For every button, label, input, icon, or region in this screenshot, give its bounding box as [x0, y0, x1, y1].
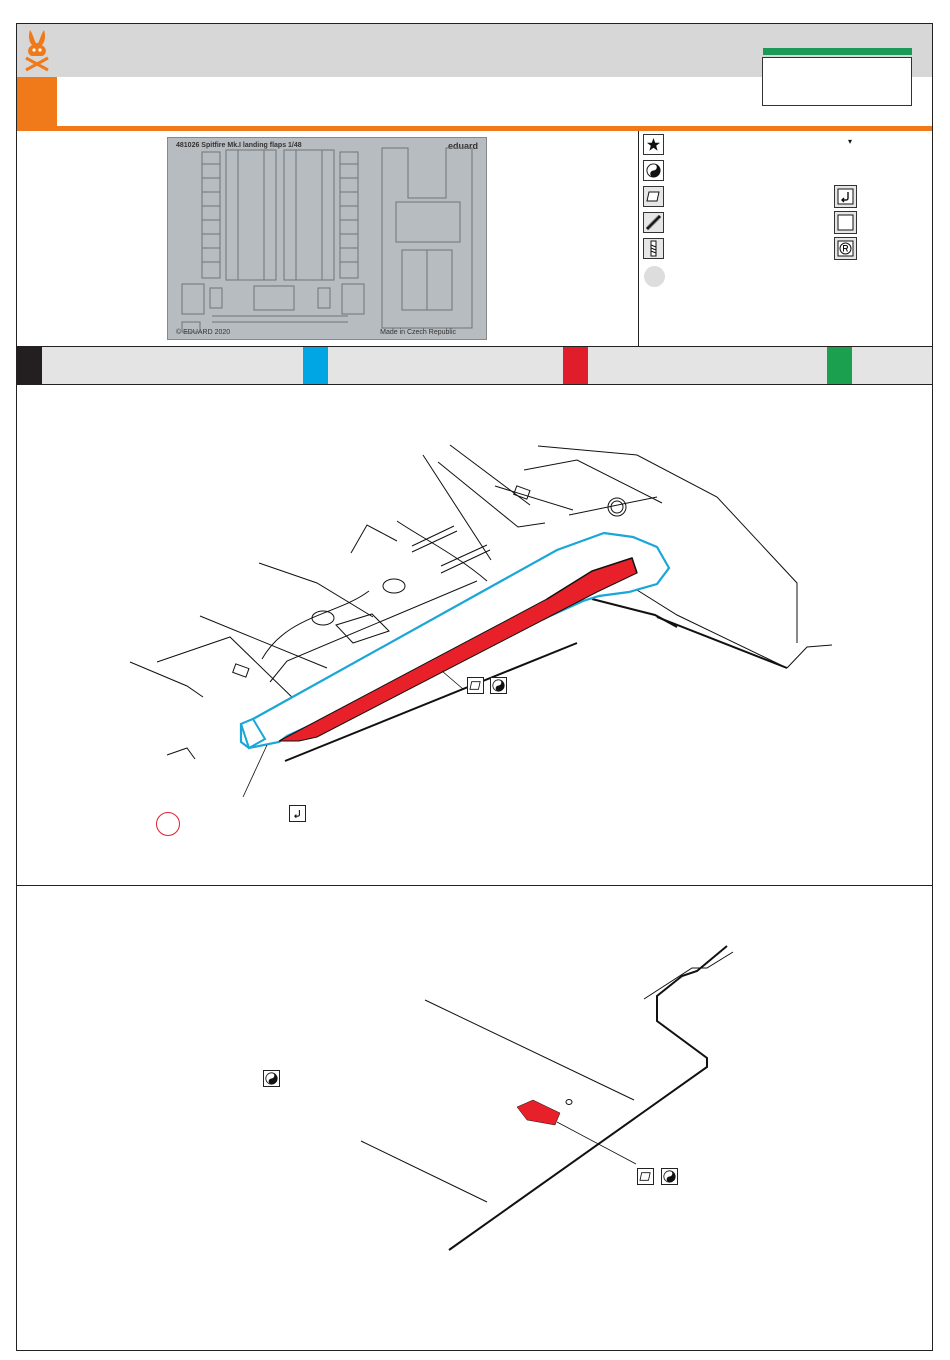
step-2-drawing	[17, 886, 932, 1350]
fret-brand: eduard	[447, 141, 478, 151]
drill-icon	[643, 238, 664, 259]
star-icon	[643, 134, 664, 155]
instruction-page	[16, 23, 933, 1351]
fret-parts-drawing	[168, 138, 487, 340]
plate-icon	[643, 186, 664, 207]
step-1-drawing	[17, 385, 932, 885]
plate-icon	[467, 677, 484, 694]
orange-block	[17, 77, 57, 127]
step-label-box	[762, 57, 912, 106]
step-2-panel	[17, 886, 932, 1350]
fret-title: 481026 Spitfire Mk.I landing flaps 1/48	[176, 142, 302, 149]
bend-icon	[289, 805, 306, 822]
fret-flap-left-1	[202, 152, 220, 278]
color-swatch-black	[17, 347, 42, 384]
bend-icon	[834, 185, 857, 208]
yin-yang-icon	[263, 1070, 280, 1087]
photo-etch-fret	[167, 137, 487, 340]
fret-flap-right	[340, 152, 358, 278]
fret-row	[17, 131, 932, 347]
fret-copyright: © EDUARD 2020	[176, 329, 231, 336]
grey-dot-icon	[644, 266, 665, 287]
small-red-part	[517, 1100, 560, 1125]
color-row	[17, 347, 932, 385]
file-icon	[643, 212, 664, 233]
color-swatch-blue	[303, 347, 328, 384]
yin-yang-icon	[643, 160, 664, 181]
legend-panel	[638, 131, 933, 346]
legend-small-mark: ▾	[848, 137, 853, 146]
step-1-panel	[17, 385, 932, 886]
yin-yang-icon	[661, 1168, 678, 1185]
blank-icon	[834, 211, 857, 234]
green-bar	[763, 48, 912, 55]
fret-flap-left-2	[226, 150, 276, 280]
fret-flap-mid	[284, 150, 334, 280]
yin-yang-icon	[490, 677, 507, 694]
flap-part	[279, 558, 637, 741]
step-marker-circle	[156, 812, 180, 836]
fret-made-in: Made in Czech Republic	[380, 329, 456, 336]
color-swatch-green	[827, 347, 852, 384]
plate-icon	[637, 1168, 654, 1185]
template-outline	[241, 533, 669, 748]
r-circle-icon	[834, 237, 857, 260]
bunny-logo-icon	[21, 28, 53, 72]
color-swatch-red	[563, 347, 588, 384]
